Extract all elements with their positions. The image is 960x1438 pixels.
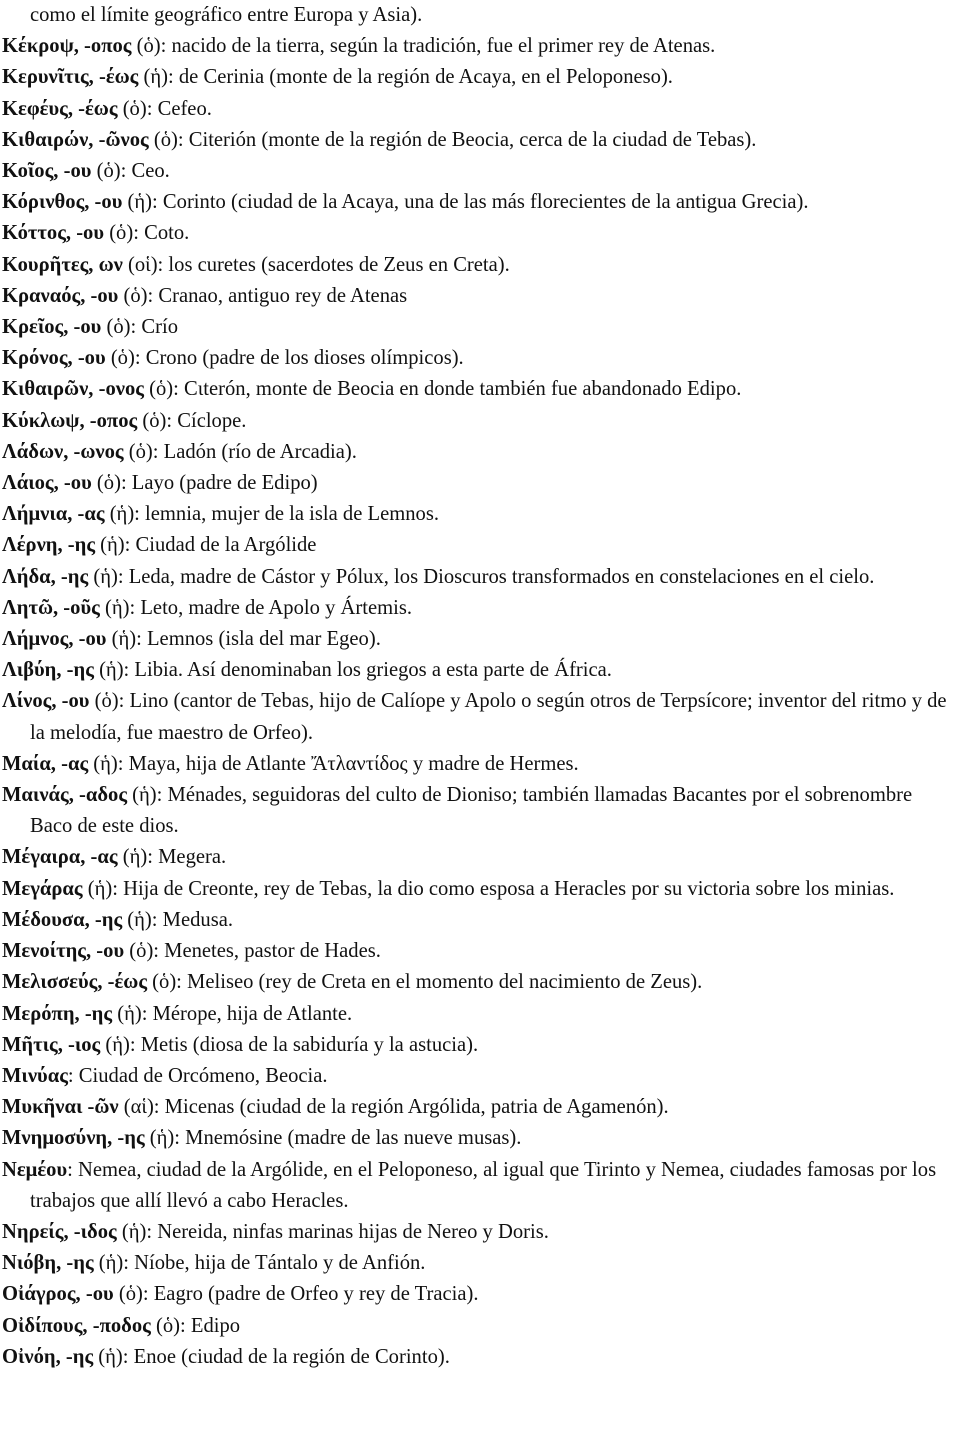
entry-headword: Μνημοσύνη, -ης <box>2 1127 145 1150</box>
entry-definition: (ὁ): Ladón (río de Arcadia). <box>123 440 357 463</box>
glossary-entry <box>2 936 958 967</box>
entry-definition: (ὁ): Cιterón, monte de Beocia en donde también fue abandonado Edipo. <box>143 378 742 401</box>
glossary-entry <box>2 250 958 281</box>
entry-definition: (ἡ): Níobe, hija de Tántalo y de Anfión. <box>93 1252 426 1275</box>
entry-headword: Μαία, -ας <box>2 752 89 775</box>
entry-headword: Λάδων, -ωνος <box>2 440 124 463</box>
entry-headword: Οἰνόη, -ης <box>2 1345 94 1368</box>
entry-definition: (ἡ): Maya, hija de Atlante Ἄτλαντίδος y madre de Hermes. <box>88 752 579 775</box>
glossary-entry <box>2 593 958 624</box>
entry-definition: (ὁ): nacido de la tierra, según la tradición, fue el primer rey de Atenas. <box>131 35 716 58</box>
entry-headword: Νιόβη, -ης <box>2 1252 94 1275</box>
entry-definition: (ὁ): Meliseo (rey de Creta en el momento del nacimiento de Zeus). <box>147 971 703 994</box>
glossary-entry <box>2 374 958 405</box>
entry-headword: Κεφέυς, -έως <box>2 97 118 120</box>
entry-headword: Κόττος, -ου <box>2 222 105 245</box>
entry-definition: (ὁ): Coto. <box>104 222 190 245</box>
glossary-entry <box>2 655 958 686</box>
entry-headword: Νηρείς, -ιδος <box>2 1220 117 1243</box>
entry-headword: Κιθαιρών, -ῶνος <box>2 128 149 151</box>
glossary-entry <box>2 562 958 593</box>
entry-definition: (ἡ): Leda, madre de Cástor y Pólux, los Dioscuros transformados en constelaciones en el cielo. <box>88 565 875 588</box>
entry-definition: (ὁ): Crono (padre de los dioses olímpicos). <box>105 347 464 370</box>
glossary-entry <box>2 1248 958 1279</box>
glossary-entry <box>2 62 958 93</box>
glossary-entry <box>2 343 958 374</box>
glossary-entry <box>2 905 958 936</box>
entry-definition: (ὁ): Lino (cantor de Tebas, hijo de Calíope y Apolo o según otros de Terpsícore; inventor del ritmo y de la melodía, fue maestro de Orfeo). <box>30 690 947 744</box>
entry-definition: (ὁ): Citerión (monte de la región de Beocia, cerca de la ciudad de Tebas). <box>148 128 757 151</box>
glossary-entry <box>2 1217 958 1248</box>
entry-headword: Κοῖος, -ου <box>2 160 92 183</box>
entry-headword: Λήδα, -ης <box>2 565 89 588</box>
entry-definition: (ὁ): Cranao, antiguo rey de Atenas <box>118 284 408 307</box>
glossary-entry <box>2 156 958 187</box>
glossary-entry <box>2 624 958 655</box>
entry-headword: Λίνος, -ου <box>2 690 90 713</box>
entry-headword: Λάιος, -ου <box>2 472 92 495</box>
entry-headword: Μαινάς, -αδος <box>2 784 128 807</box>
entry-headword: Λήμνος, -ου <box>2 628 107 651</box>
entry-definition: (ἡ): Mérope, hija de Atlante. <box>112 1002 353 1025</box>
glossary-entry <box>2 1061 958 1092</box>
glossary-entry <box>2 1092 958 1123</box>
entry-definition: (ὁ): Ceo. <box>91 160 170 183</box>
entry-headword: Οἰάγρος, -ου <box>2 1283 114 1306</box>
glossary-entry <box>2 94 958 125</box>
glossary-entry <box>2 999 958 1030</box>
glossary-entry <box>2 749 958 780</box>
entry-definition: (ἡ): de Cerinia (monte de la región de Acaya, en el Peloponeso). <box>138 66 673 89</box>
entry-definition: (ὁ): Layo (padre de Edipo) <box>91 472 318 495</box>
entry-headword: Λητῶ, -οῦς <box>2 596 100 619</box>
glossary-entry <box>2 468 958 499</box>
entry-headword: Κερυνῖτις, -έως <box>2 66 139 89</box>
entry-headword: Μῆτις, -ιος <box>2 1033 101 1056</box>
entry-headword: Κουρῆτες, ων <box>2 253 123 276</box>
entry-definition: (ἡ): lemnia, mujer de la isla de Lemnos. <box>104 503 439 526</box>
entry-headword: Μεγάρας <box>2 877 83 900</box>
entry-definition: (ἡ): Libia. Así denominaban los griegos a esta parte de África. <box>93 659 612 682</box>
glossary-entry <box>2 1311 958 1342</box>
entry-headword: Οἰδίπους, -ποδος <box>2 1314 151 1337</box>
entry-definition: (ἡ): Mnemósine (madre de las nueve musas). <box>144 1127 522 1150</box>
entry-headword: Κραναός, -ου <box>2 284 119 307</box>
glossary-entry <box>2 842 958 873</box>
entry-definition: (ἡ): Lemnos (isla del mar Egeo). <box>106 628 381 651</box>
glossary-entry <box>2 780 958 842</box>
entry-headword: Μερόπη, -ης <box>2 1002 113 1025</box>
entry-definition: (ὁ): Menetes, pastor de Hades. <box>124 940 381 963</box>
entry-headword: Κρόνος, -ου <box>2 347 106 370</box>
entry-headword: Μέγαιρα, -ας <box>2 846 118 869</box>
glossary-entry <box>2 312 958 343</box>
glossary-entry <box>2 31 958 62</box>
glossary-entry <box>2 1155 958 1217</box>
entry-definition: (ὁ): Edipo <box>150 1314 241 1337</box>
entry-headword: Λιβύη, -ης <box>2 659 94 682</box>
entry-headword: Λήμνια, -ας <box>2 503 105 526</box>
entry-headword: Κύκλωψ, -οπος <box>2 409 138 432</box>
glossary-entry <box>2 530 958 561</box>
entry-headword: Νεμέου <box>2 1158 68 1181</box>
glossary-entry <box>2 967 958 998</box>
entry-definition: (ἡ): Ménades, seguidoras del culto de Dioniso; también llamadas Bacantes por el sobrenombre Baco de este dios. <box>30 784 913 838</box>
entry-headword: Μελισσεύς, -έως <box>2 971 148 994</box>
entry-headword: Μινύας <box>2 1064 68 1087</box>
entry-definition: (ἡ): Enoe (ciudad de la región de Corinto). <box>93 1345 450 1368</box>
entry-definition: (ἡ): Hija de Creonte, rey de Tebas, la dio como esposa a Heracles por su victoria sobre los minias. <box>82 877 895 900</box>
glossary-entry <box>2 874 958 905</box>
entry-definition: : Ciudad de Orcómeno, Beocia. <box>67 1064 328 1087</box>
glossary-entry <box>2 1123 958 1154</box>
glossary-entry <box>2 1279 958 1310</box>
entry-definition: (ὁ): Cefeo. <box>117 97 212 120</box>
entry-headword: Κρεῖος, -ου <box>2 316 102 339</box>
glossary-entry <box>2 1342 958 1373</box>
entry-definition: (ἡ): Metis (diosa de la sabiduría y la astucia). <box>100 1033 479 1056</box>
entry-headword: Κιθαιρῶν, -ονος <box>2 378 144 401</box>
glossary-entry <box>2 0 958 31</box>
entry-definition: (ἡ): Ciudad de la Argólide <box>95 534 317 557</box>
entry-definition: : Nemea, ciudad de la Argólide, en el Peloponeso, al igual que Tirinto y Nemea, ciudades famosas por los trabajos que allí llevó a cabo Heracles. <box>30 1158 937 1212</box>
entry-definition: (ἡ): Nereida, ninfas marinas hijas de Nereo y Doris. <box>116 1220 549 1243</box>
entry-headword: Μυκῆναι -ῶν <box>2 1096 119 1119</box>
entry-definition: (ὁ): Crío <box>101 316 179 339</box>
entry-definition: (οἱ): los curetes (sacerdotes de Zeus en Creta). <box>122 253 510 276</box>
entry-definition: (ὁ): Cíclope. <box>137 409 247 432</box>
entry-headword: Κέκροψ, -οπος <box>2 35 132 58</box>
glossary-entry <box>2 125 958 156</box>
entry-headword: Κόρινθος, -ου <box>2 191 123 214</box>
entry-headword: Μέδουσα, -ης <box>2 908 123 931</box>
entry-definition: como el límite geográfico entre Europa y Asia). <box>30 4 423 26</box>
glossary-entry <box>2 1030 958 1061</box>
glossary-entry <box>2 686 958 748</box>
glossary-entry <box>2 218 958 249</box>
entry-definition: (ἡ): Medusa. <box>122 908 234 931</box>
entry-definition: (ἡ): Leto, madre de Apolo y Ártemis. <box>99 596 413 619</box>
entry-headword: Λέρνη, -ης <box>2 534 96 557</box>
entry-definition: (ἡ): Corinto (ciudad de la Acaya, una de las más florecientes de la antigua Grecia). <box>122 191 809 214</box>
entry-headword: Μενοίτης, -ου <box>2 940 125 963</box>
entry-definition: (αἱ): Micenas (ciudad de la región Argólida, patria de Agamenón). <box>118 1096 669 1119</box>
entry-definition: (ἡ): Megera. <box>117 846 227 869</box>
glossary-entry <box>2 499 958 530</box>
glossary-entry <box>2 406 958 437</box>
glossary-entry <box>2 187 958 218</box>
glossary-entry <box>2 281 958 312</box>
glossary-entry <box>2 437 958 468</box>
entry-definition: (ὁ): Eagro (padre de Orfeo y rey de Tracia). <box>113 1283 479 1306</box>
